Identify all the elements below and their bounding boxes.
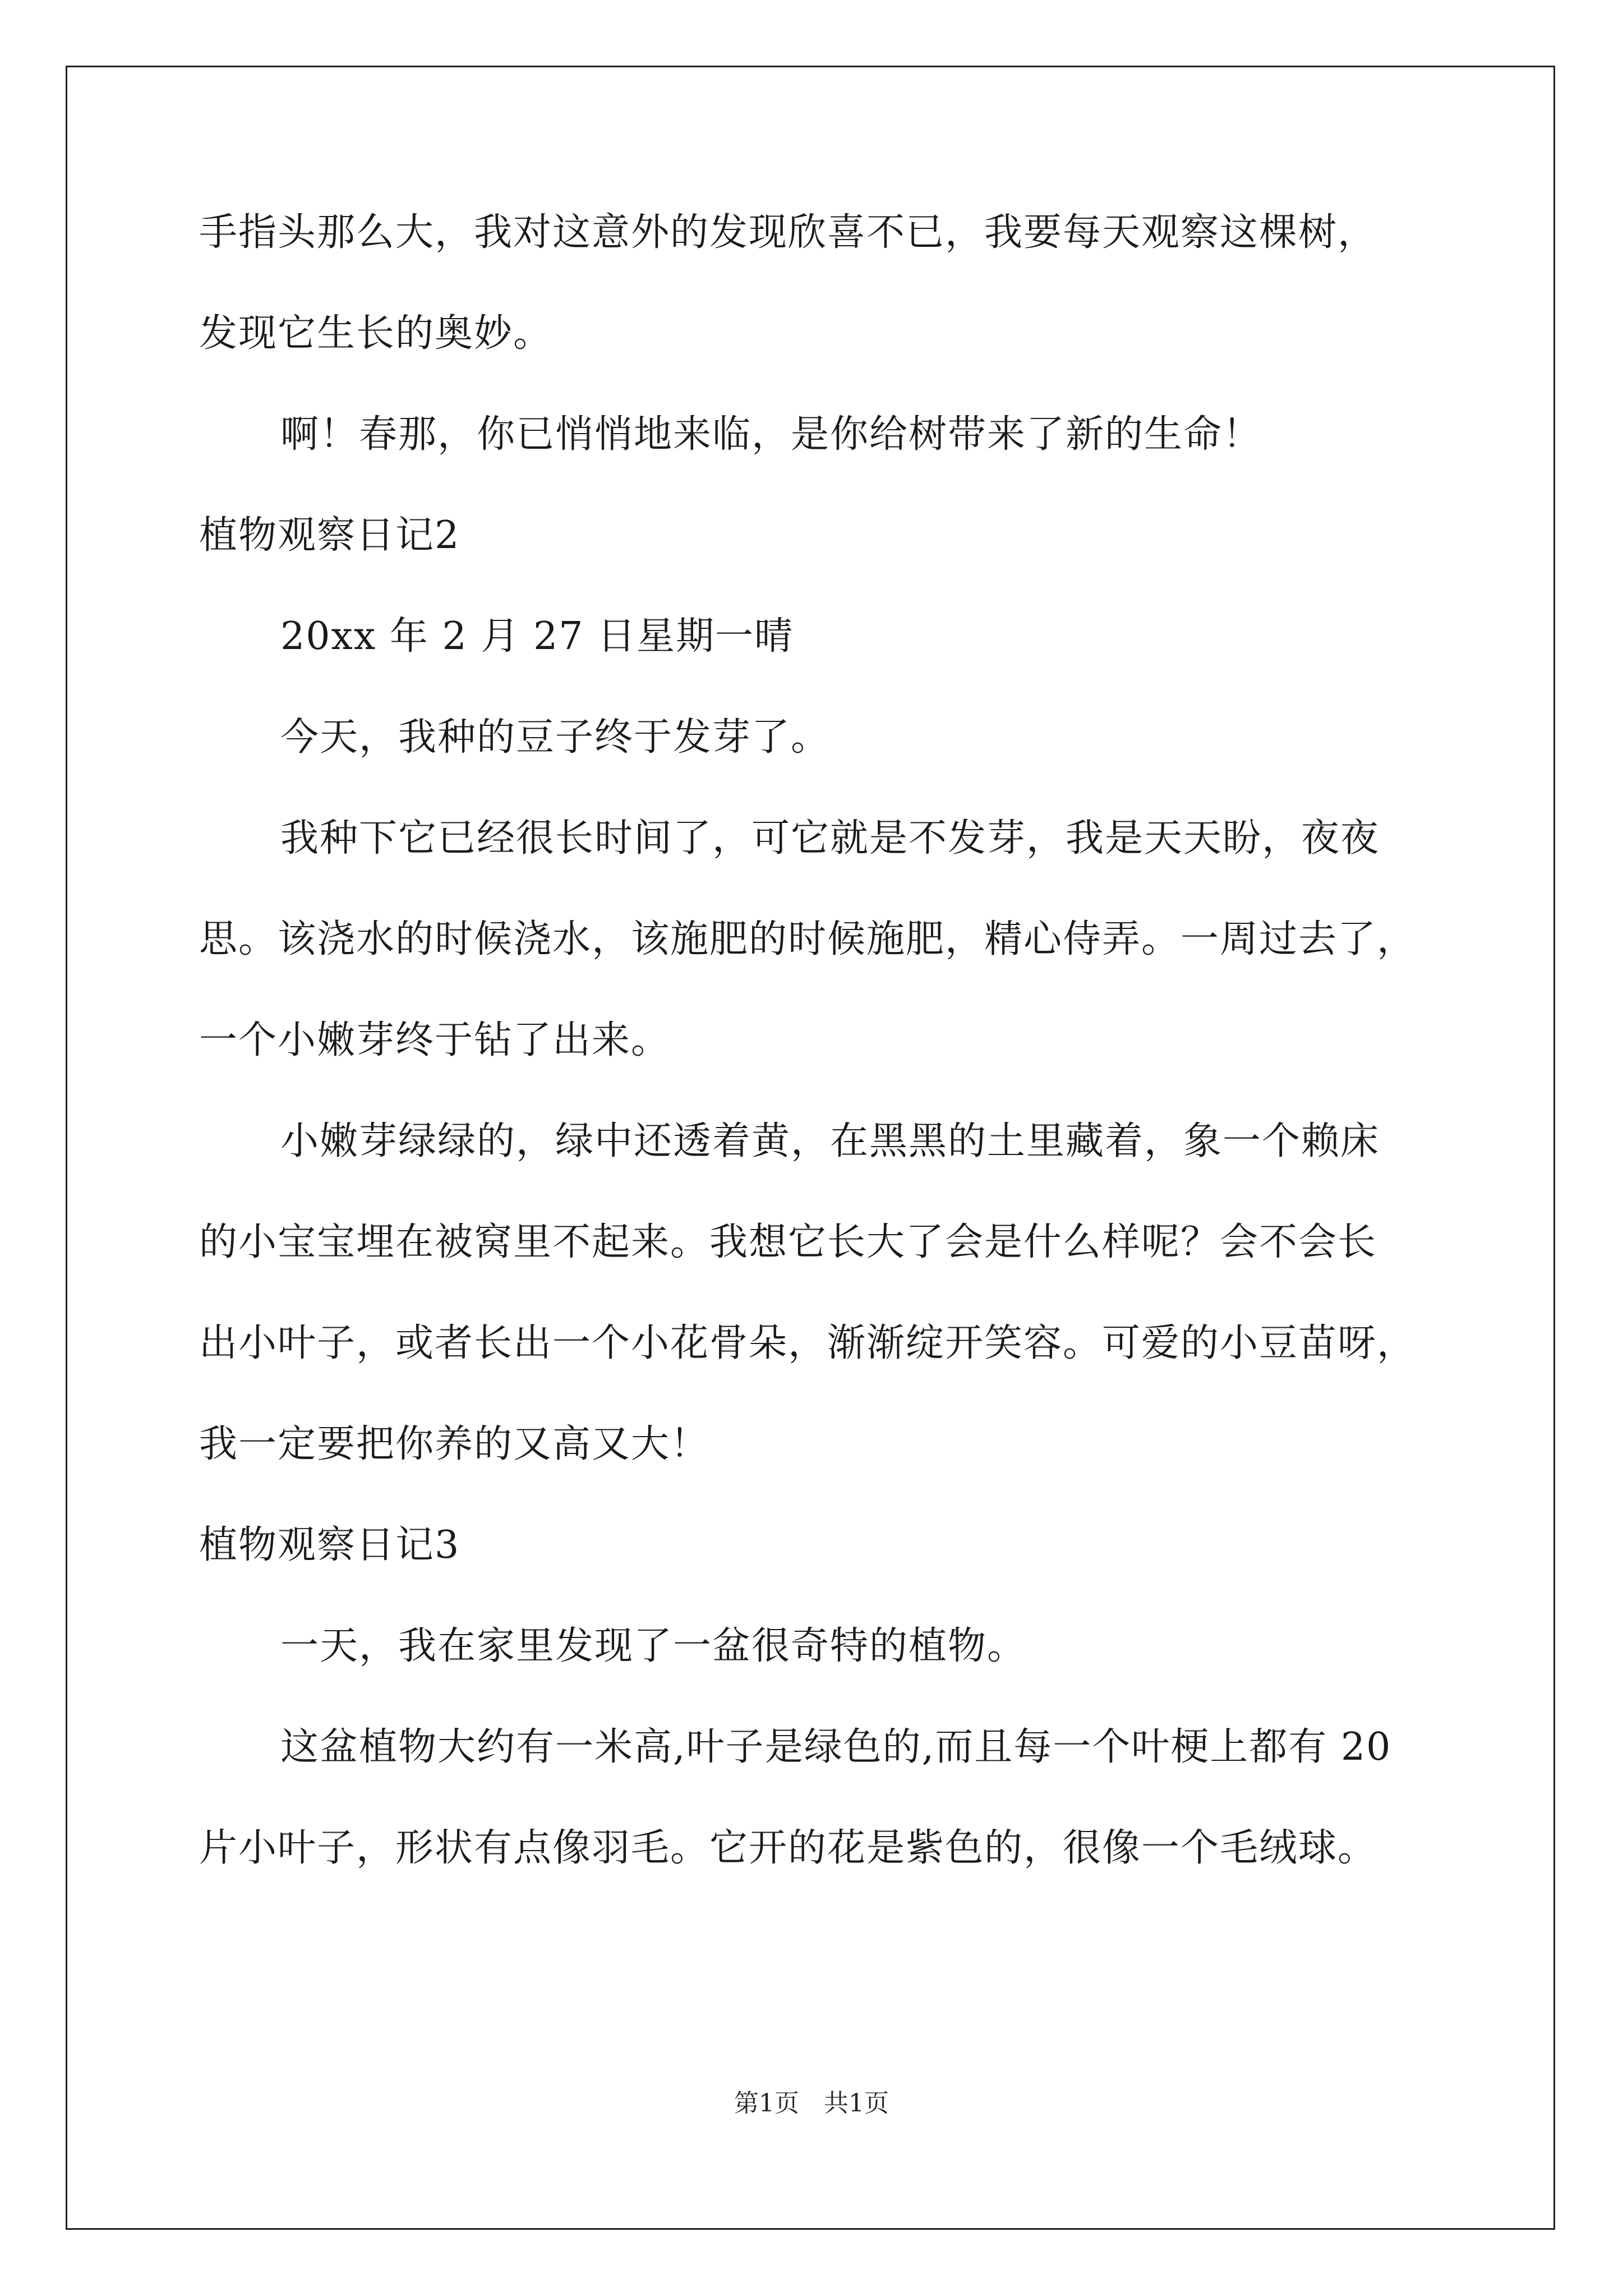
paragraph-line: 我一定要把你养的又高又大！: [199, 1422, 710, 1466]
paragraph-line: 思。该浇水的时候浇水，该施肥的时候施肥，精心侍弄。一周过去了，: [199, 917, 1417, 961]
paragraph-line: 发现它生长的奥妙。: [199, 311, 553, 356]
paragraph-line: 我种下它已经很长时间了，可它就是不发芽，我是天天盼，夜夜: [280, 816, 1380, 861]
page-footer: 第1页 共1页: [734, 2089, 889, 2118]
paragraph-line: 片小叶子，形状有点像羽毛。它开的花是紫色的，很像一个毛绒球。: [199, 1826, 1377, 1870]
paragraph-line: 今天，我种的豆子终于发芽了。: [280, 715, 831, 760]
section-heading: 植物观察日记2: [199, 513, 460, 558]
paragraph-line: 一个小嫩芽终于钻了出来。: [199, 1018, 671, 1062]
paragraph-line: 出小叶子，或者长出一个小花骨朵，渐渐绽开笑容。可爱的小豆苗呀，: [199, 1321, 1417, 1365]
diary-date: 20xx 年 2 月 27 日星期一晴: [280, 614, 794, 659]
section-heading: 植物观察日记3: [199, 1523, 460, 1567]
paragraph-line: 啊！春那，你已悄悄地来临，是你给树带来了新的生命！: [280, 412, 1262, 457]
paragraph-line: 这盆植物大约有一米高,叶子是绿色的,而且每一个叶梗上都有 20: [280, 1725, 1392, 1769]
paragraph-line: 手指头那么大，我对这意外的发现欣喜不已，我要每天观察这棵树，: [199, 210, 1377, 255]
paragraph-line: 小嫩芽绿绿的，绿中还透着黄，在黑黑的土里藏着，象一个赖床: [280, 1119, 1380, 1163]
paragraph-line: 一天，我在家里发现了一盆很奇特的植物。: [280, 1624, 1027, 1668]
paragraph-line: 的小宝宝埋在被窝里不起来。我想它长大了会是什么样呢？会不会长: [199, 1220, 1377, 1264]
